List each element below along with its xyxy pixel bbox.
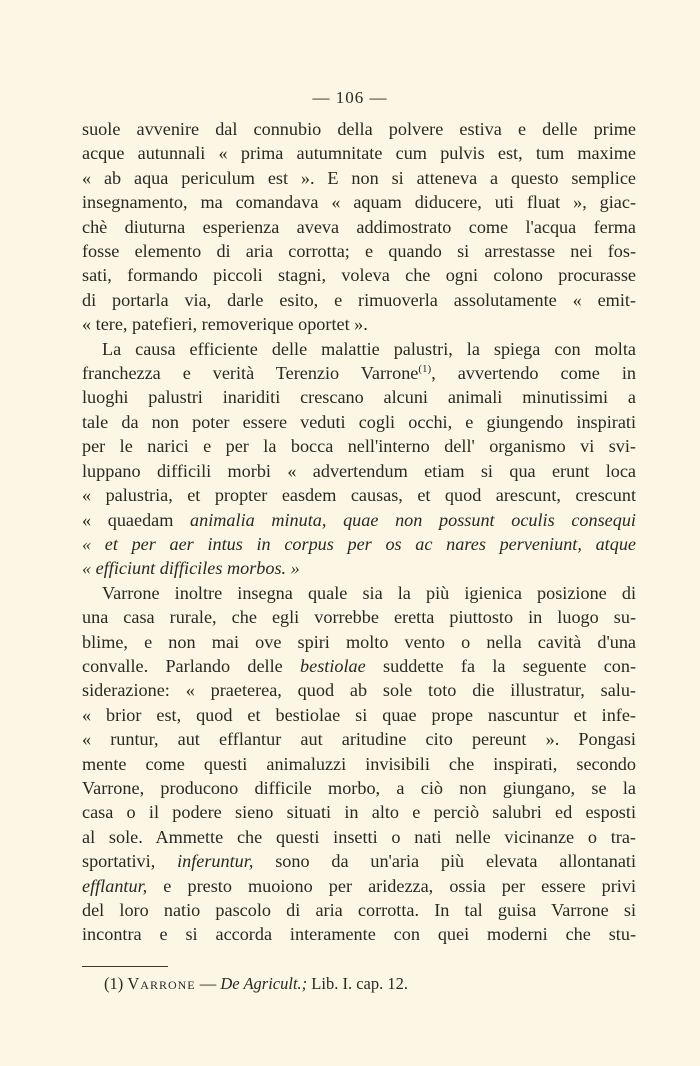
text-span: franchezza e verità Terenzio Varrone [82,363,419,384]
latin-quote: « efficiunt difficiles morbos. » [82,558,300,579]
text-line: « brior est, quod et bestiolae si quae prope nascuntur et infe- [82,704,636,725]
text-line: una casa rurale, che egli vorrebbe eretta piuttosto in luogo su- [82,607,636,628]
text-line: suole avvenire dal connubio della polvere estiva e delle prime [82,119,636,139]
text-span: suddette fa la seguente con- [383,655,637,676]
text-line [82,874,636,898]
text-line: luppano difficili morbi « advertendum etiam si qua erunt loca [82,460,636,481]
text-line: Varrone, producono difficile morbo, a ciò non giungano, se la [82,777,636,798]
text-line: siderazione: « praeterea, quod ab sole toto die illustratur, salu- [82,680,636,701]
text-line: Varrone inoltre insegna quale sia la più igienica posizione di [102,582,636,603]
text-line: acque autunnali « prima autumnitate cum pulvis est, tum maxime [82,143,636,164]
text-span: sono da un'aria più elevata allontanati [275,851,637,872]
text-line: mente come questi animaluzzi invisibili che inspirati, secondo [82,753,636,774]
footnote-marker: (1) [104,974,124,993]
latin-word: efflantur, [82,875,148,896]
text-line: sati, formando piccoli stagni, voleva che ogni colono procurasse [82,265,636,286]
text-span: e presto muoiono per aridezza, ossia per essere privi [163,875,637,896]
footnote-author: Varrone [127,974,196,993]
footnote-ref: Lib. I. cap. 12. [311,974,408,993]
text-line: insegnamento, ma comandava « aquam diducere, uti fluat », giac- [82,192,636,213]
latin-quote: animalia minuta, quae non possunt oculis consequi [190,509,636,530]
text-line [82,849,636,873]
text-span: , avvertendo come in [431,363,636,384]
text-line: luoghi palustri inariditi crescano alcuni animali minutissimi a [82,387,636,408]
text-line [82,508,636,532]
text-line: tale da non poter essere veduti cogli occhi, e giungendo inspirati [82,411,636,432]
text-line: « tere, patefieri, removerique oportet ». [82,314,368,335]
text-line: La causa efficiente delle malattie palustri, la spiega con molta [102,338,636,359]
text-line: chè diuturna esperienza aveva addimostrato come l'acqua ferma [82,216,636,237]
footnote [104,974,408,994]
text-span: convalle. Parlando delle [82,655,283,676]
text-line: « ab aqua periculum est ». E non si atteneva a questo semplice [82,167,636,188]
page-number: — 106 — [312,88,388,107]
text-line: blime, e non mai ove spiri molto vento o nella cavità d'una [82,631,636,652]
text-line: casa o il podere sieno situati in alto e perciò salubri ed esposti [82,802,636,823]
page-body [82,117,636,947]
text-line: « runtur, aut efflantur aut aritudine cito pereunt ». Pongasi [82,729,636,750]
footnote-dash: — [199,974,217,993]
text-span: « quaedam [82,509,174,530]
text-line [82,532,636,556]
text-line [82,361,636,385]
text-line: per le narici e per la bocca nell'interno dell' organismo vi svi- [82,436,636,457]
text-line: fosse elemento di aria corrotta; e quando si arrestasse nei fos- [82,241,636,262]
text-line [82,556,636,580]
text-line: del loro natio pascolo di aria corrotta. In tal guisa Varrone si [82,900,636,920]
footnote-divider [82,966,168,967]
text-line [82,654,636,678]
latin-quote: « et per aer intus in corpus per os ac nares perveniunt, atque [82,533,636,554]
text-span: sportativi, [82,851,156,872]
text-line: di portarla via, darle esito, e rimuoverla assolutamente « emit- [82,289,636,310]
latin-word: inferuntur, [177,851,254,872]
footnote-ref: (1) [418,363,432,376]
footnote-work: De Agricult.; [220,974,308,993]
text-line: « palustria, et propter easdem causas, et quod arescunt, crescunt [82,485,636,506]
text-line: al sole. Ammette che questi insetti o nati nelle vicinanze o tra- [82,826,636,847]
text-line: incontra e si accorda interamente con quei moderni che stu- [82,924,636,945]
latin-word: bestiolae [300,655,366,676]
